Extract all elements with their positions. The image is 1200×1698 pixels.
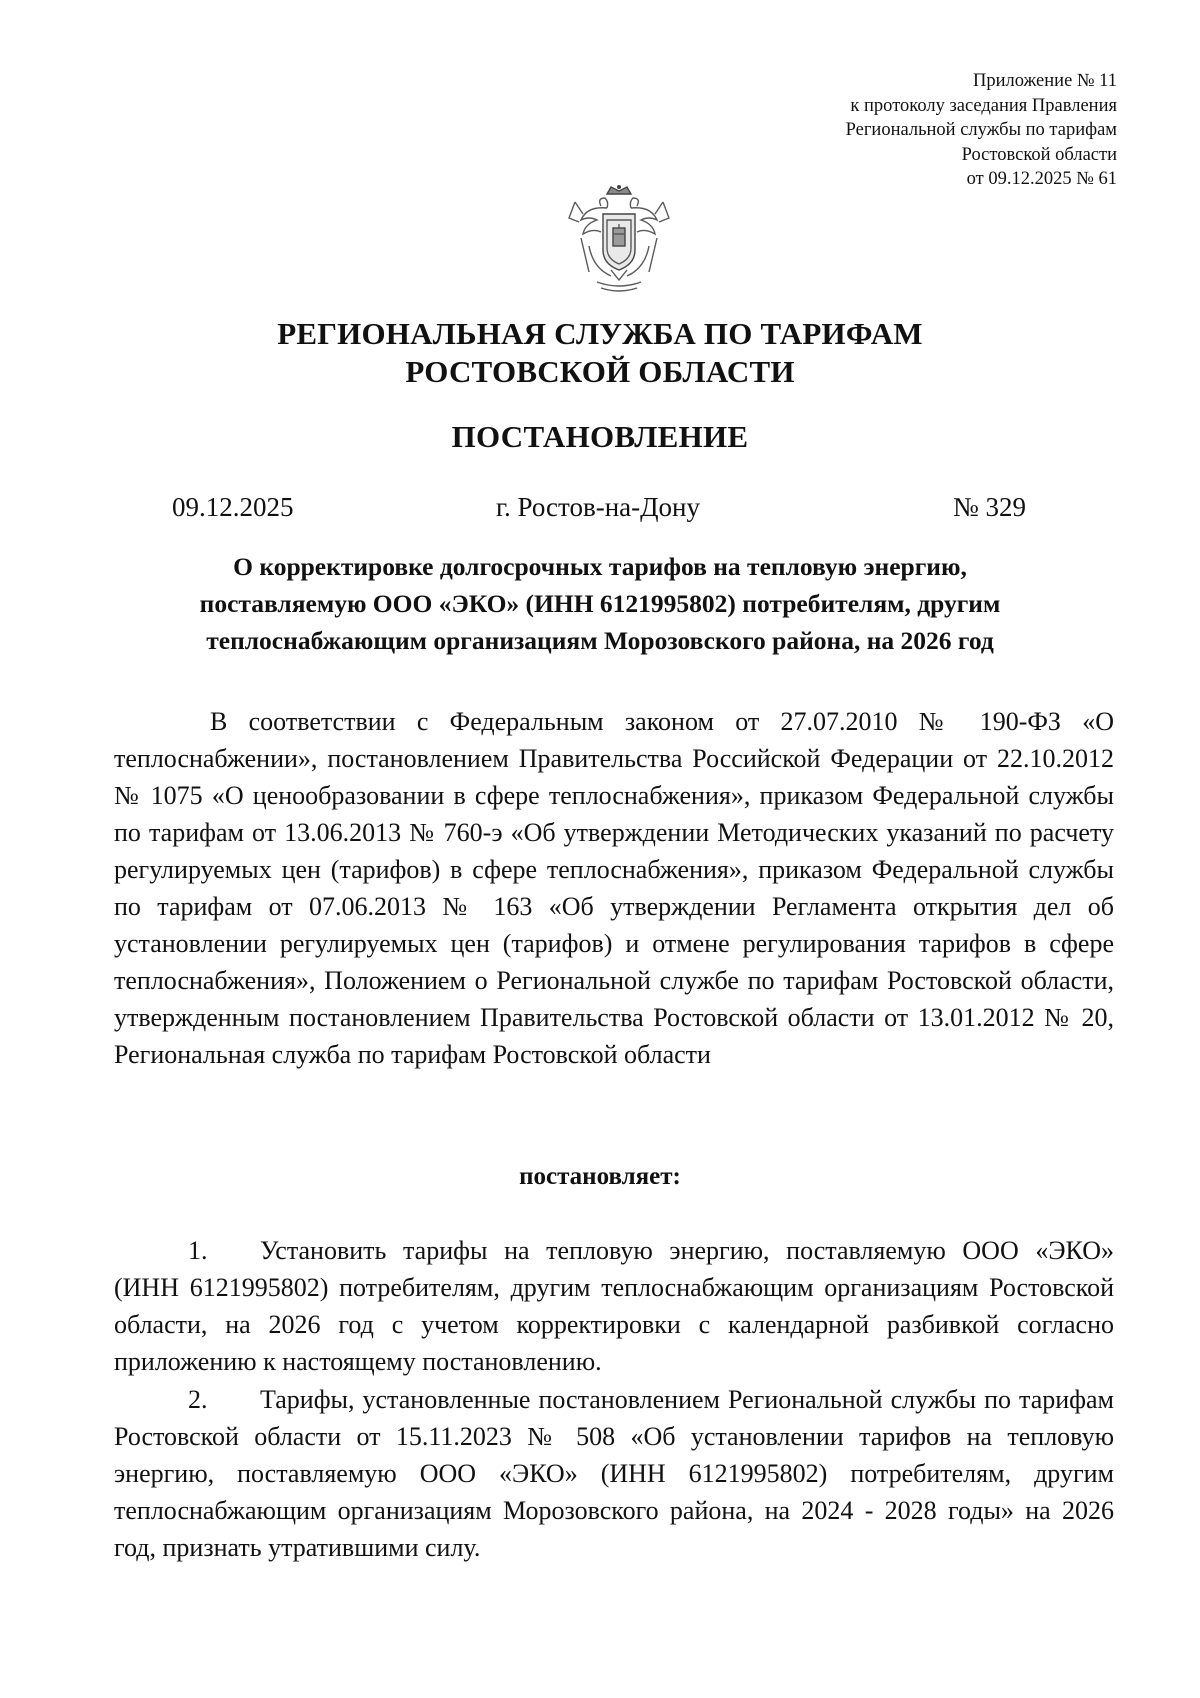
appendix-line: Ростовской области xyxy=(961,144,1117,165)
document-number: № 329 xyxy=(953,492,1027,522)
item-number: 2. xyxy=(188,1385,208,1414)
appendix-line: к протоколу заседания Правления xyxy=(850,95,1117,116)
appendix-reference xyxy=(846,69,1117,192)
item-number: 1. xyxy=(188,1236,208,1265)
document-type: ПОСТАНОВЛЕНИЕ xyxy=(451,419,749,454)
appendix-line: от 09.12.2025 № 61 xyxy=(966,169,1117,189)
preamble-paragraph: В соответствии с Федеральным законом от 27.07.2010 № 190-ФЗ «О теплоснабжении», постановлением Правительства Российской Федерации от 22.10.2012 № 1075 «О ценообразовании в сфере теплоснабжения», приказом Федеральной службы по тарифам от 13.06.2013 № 760-э «Об утверждении Методических указаний по расчету регулируемых цен (тарифов) в сфере теплоснабжения», приказом Федеральной службы по тарифам от 07.06.2013 № 163 «Об утверждении Регламента открытия дел об установлении регулируемых цен (тарифов) и отмене регулирования тарифов в сфере теплоснабжения», Положением о Региональной службе по тарифам Ростовской области, утвержденным постановлением Правительства Ростовской области от 13.01.2012 № 20, Региональная служба по тарифам Ростовской области xyxy=(114,707,1114,1069)
resolution-item xyxy=(114,1232,1114,1380)
organization-title xyxy=(0,315,1200,391)
document-date: 09.12.2025 xyxy=(172,492,294,522)
coat-of-arms-icon xyxy=(567,184,671,294)
resolution-item xyxy=(114,1381,1114,1566)
resolves-heading: постановляет: xyxy=(519,1163,681,1190)
subject-line: поставляемую ООО «ЭКО» (ИНН 6121995802) потребителям, другим xyxy=(199,589,1001,618)
subject-line: теплоснабжающим организациям Морозовского района, на 2026 год xyxy=(206,626,994,655)
item-text: Тарифы, установленные постановлением Региональной службы по тарифам Ростовской области от 15.11.2023 № 508 «Об установлении тарифов на тепловую энергию, поставляемую ООО «ЭКО» (ИНН 6121995802) потребителям, другим теплоснабжающим организациям Морозовского района, на 2024 - 2028 годы» на 2026 год, признать утратившими силу. xyxy=(114,1385,1114,1562)
appendix-line: Региональной службы по тарифам xyxy=(845,120,1117,140)
document-subject xyxy=(100,548,1100,659)
document-city: г. Ростов-на-Дону xyxy=(496,492,701,522)
appendix-line: Приложение № 11 xyxy=(972,71,1117,91)
subject-line: О корректировке долгосрочных тарифов на тепловую энергию, xyxy=(233,552,967,581)
item-text: Установить тарифы на тепловую энергию, поставляемую ООО «ЭКО» (ИНН 6121995802) потребителям, другим теплоснабжающим организациям Ростовской области, на 2026 год с учетом корректировки с календарной разбивкой согласно приложению к настоящему постановлению. xyxy=(114,1236,1114,1376)
organization-title-line: РОСТОВСКОЙ ОБЛАСТИ xyxy=(405,354,795,389)
organization-title-line: РЕГИОНАЛЬНАЯ СЛУЖБА ПО ТАРИФАМ xyxy=(277,316,923,351)
